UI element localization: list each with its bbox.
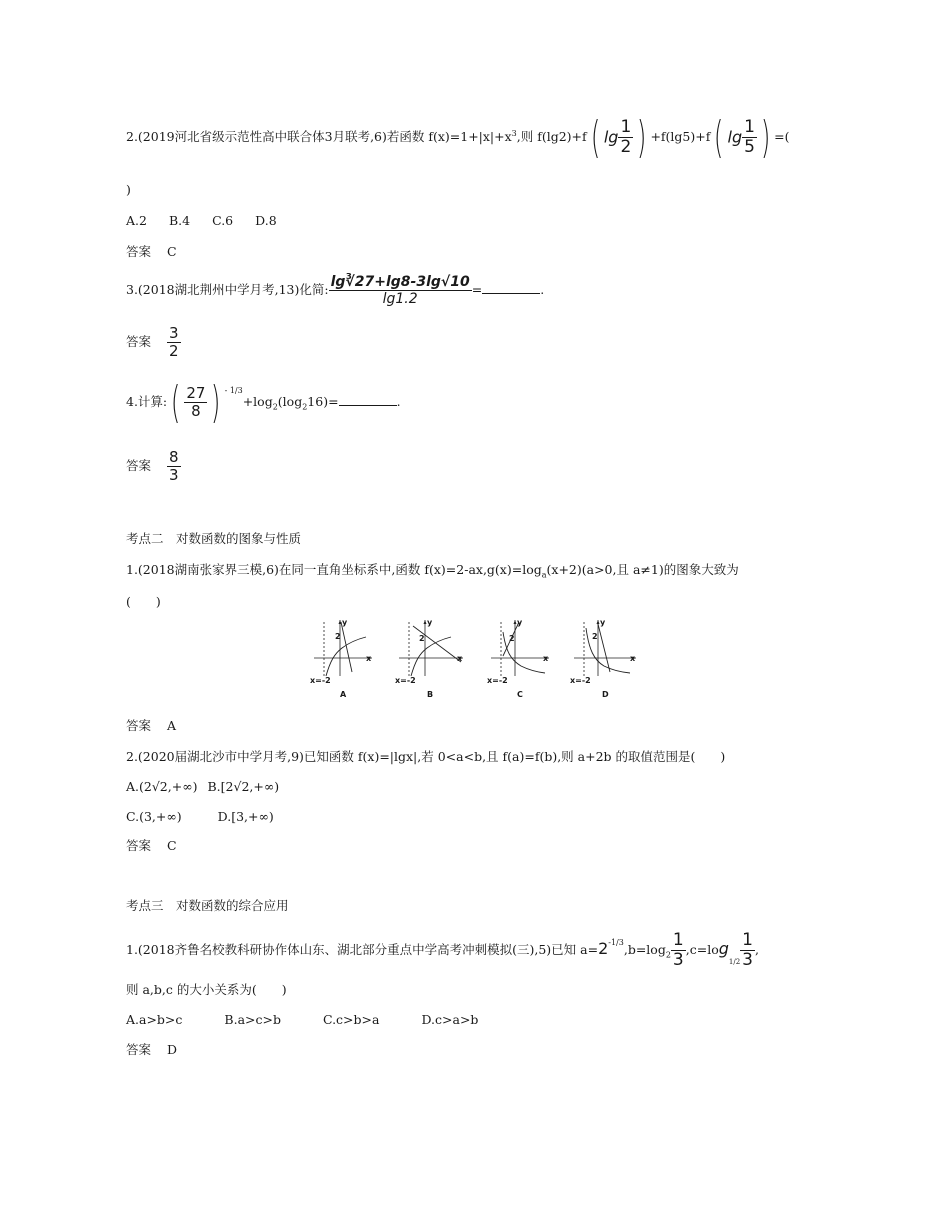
- q4-answer: [126, 445, 181, 487]
- answer-label: 答案: [126, 1042, 152, 1057]
- axis-x-label: x: [543, 654, 549, 663]
- q4-blank[interactable]: [339, 405, 397, 406]
- graph-label-c: C: [517, 690, 523, 699]
- axis-y-label: y: [342, 618, 348, 627]
- sec2-q1-text2: (x+2)(a>0,且 a≠1)的图象大致为: [546, 562, 739, 577]
- asymptote-label: x=-2: [570, 676, 591, 685]
- tick-2: 2: [419, 634, 425, 643]
- option-c: C.(3,+∞): [126, 809, 182, 824]
- fraction-1-3: $\frac{1}{3}$: [742, 929, 753, 971]
- right-paren: ): [760, 111, 771, 163]
- q2-close-paren: ): [126, 182, 131, 197]
- section-title-2: 考点二 对数函数的图象与性质: [126, 531, 302, 546]
- option-d: D.8: [255, 213, 277, 228]
- answer-fraction: $\frac{8}{3}$: [169, 447, 179, 484]
- fraction-1-3: $\frac{1}{3}$: [672, 929, 684, 971]
- answer-value: C: [167, 244, 177, 259]
- q2-end: =(: [774, 129, 790, 145]
- a-exp: -1/3: [608, 938, 624, 947]
- tick-2: 2: [592, 632, 598, 641]
- graph-a: [308, 618, 374, 699]
- answer-label: 答案: [126, 838, 152, 853]
- answer-value: A: [167, 718, 177, 733]
- q3-fraction: [329, 274, 472, 307]
- log-base: 2: [665, 950, 671, 960]
- axis-x-label: x: [457, 654, 463, 663]
- option-b: B.a>c>b: [224, 1012, 281, 1027]
- graph-a-svg: [308, 618, 374, 680]
- log-base: 2: [302, 402, 308, 412]
- sec2-q2-options-2: [126, 809, 274, 825]
- asymptote-label: x=-2: [487, 676, 508, 685]
- answer-label: 答案: [126, 718, 152, 733]
- a-base: 2: [598, 939, 609, 959]
- q3-eq: =: [471, 282, 483, 297]
- answer-value: D: [167, 1042, 178, 1057]
- fraction-1-5: $\frac{1}{5}$: [744, 116, 755, 158]
- sec2-q1-text: 1.(2018湖南张家界三模,6)在同一直角坐标系中,函数 f(x)=2-ax,g(x)=log: [126, 562, 542, 577]
- axis-x-label: x: [630, 654, 636, 663]
- sec2-q1-paren: ( ): [126, 594, 161, 609]
- axis-y-label: y: [427, 618, 433, 627]
- option-a: A.2: [126, 213, 147, 228]
- q2-exp: 3: [511, 129, 517, 138]
- sec3-q1-options: [126, 1012, 478, 1028]
- graph-b-svg: [393, 618, 465, 680]
- axis-y-label: y: [600, 618, 606, 627]
- c-text: ,c=lo: [685, 942, 719, 958]
- graph-c-svg: [485, 618, 551, 680]
- fraction-1-2: $\frac{1}{2}$: [620, 116, 632, 158]
- q4-dot: .: [396, 394, 401, 410]
- graph-b: [393, 618, 465, 699]
- b-text: ,b=log: [623, 942, 666, 958]
- sec3-q1-stem: [126, 930, 759, 973]
- sec2-q1-stem: [126, 562, 739, 584]
- sec2-q2-answer: [126, 838, 177, 854]
- log-base: a: [541, 570, 547, 580]
- graph-label-a: A: [340, 690, 347, 699]
- left-paren: (: [171, 376, 181, 428]
- graph-c: [485, 618, 551, 699]
- q2-stem: [126, 111, 790, 163]
- option-a: A.a>b>c: [126, 1012, 183, 1027]
- asymptote-label: x=-2: [395, 676, 416, 685]
- q3-blank[interactable]: [482, 293, 540, 294]
- q4-rest: +log: [242, 394, 273, 410]
- q3-stem-text: 3.(2018湖北荆州中学月考,13)化简:: [126, 282, 329, 297]
- q3-stem: [126, 270, 544, 310]
- option-b: B.4: [168, 213, 191, 228]
- option-c: C.6: [212, 213, 234, 228]
- option-b: B.[2√2,+∞): [207, 779, 280, 794]
- option-d: D.c>a>b: [421, 1012, 479, 1027]
- q3-answer: [126, 322, 181, 362]
- option-a: A.(2√2,+∞): [126, 779, 198, 794]
- q2-stem-text: 2.(2019河北省级示范性高中联合体3月联考,6)若函数 f(x)=1+|x|+x: [126, 129, 512, 145]
- axis-y-label: y: [517, 618, 523, 627]
- answer-label: 答案: [126, 458, 152, 473]
- q3-numerator: lg∛27+lg8-3lg√10: [330, 273, 470, 290]
- sec3-q1-line2: 则 a,b,c 的大小关系为( ): [126, 982, 287, 997]
- q4-exponent: - 1/3: [224, 386, 243, 395]
- sec3-q1-text: 1.(2018齐鲁名校教科研协作体山东、湖北部分重点中学高考冲刺模拟(三),5)已知 a=: [126, 942, 599, 958]
- option-c: C.c>b>a: [322, 1012, 380, 1027]
- tick-2: 2: [509, 634, 515, 643]
- right-paren: ): [211, 376, 221, 428]
- q2-options: [126, 213, 277, 229]
- sec2-q1-answer: [126, 718, 176, 734]
- answer-label: 答案: [126, 244, 152, 259]
- answer-fraction: $\frac{3}{2}$: [169, 323, 179, 360]
- option-d: D.[3,+∞): [217, 809, 274, 824]
- asymptote-label: x=-2: [310, 676, 331, 685]
- left-paren: (: [590, 111, 600, 163]
- sec2-q2-stem: 2.(2020届湖北沙市中学月考,9)已知函数 f(x)=|lgx|,若 0<a<b,且 f(a)=f(b),则 a+2b 的取值范围是( ): [126, 749, 726, 764]
- sec3-q1-answer: [126, 1042, 177, 1058]
- q4-rest3: 16)=: [307, 394, 339, 410]
- graph-d: [568, 618, 638, 699]
- q2-mid2: +f(lg5)+f: [650, 129, 711, 145]
- c-g: g: [718, 939, 729, 959]
- graph-label-d: D: [602, 690, 609, 699]
- log-base-half: 1/2: [728, 957, 741, 966]
- comma: ,: [754, 942, 759, 958]
- lg-text: lg: [727, 127, 743, 147]
- q2-mid: ,则 f(lg2)+f: [516, 129, 587, 145]
- axis-x-label: x: [366, 654, 372, 663]
- graph-d-svg: [568, 618, 638, 680]
- q3-dot: .: [540, 282, 545, 297]
- answer-label: 答案: [126, 334, 152, 349]
- left-paren: (: [714, 111, 724, 163]
- answer-value: C: [167, 838, 177, 853]
- sec2-q2-options-1: [126, 779, 279, 795]
- q4-rest2: (log: [277, 394, 303, 410]
- log-base: 2: [272, 402, 278, 412]
- lg-text: lg: [603, 127, 619, 147]
- tick-2: 2: [335, 632, 341, 641]
- q3-denominator: lg1.2: [382, 291, 418, 307]
- section-title-3: 考点三 对数函数的综合应用: [126, 898, 289, 913]
- graph-label-b: B: [427, 690, 434, 699]
- q4-fraction: $\frac{27}{8}$: [186, 383, 206, 421]
- q4-stem-text: 4.计算:: [126, 394, 168, 410]
- q2-answer: [126, 244, 177, 260]
- q4-stem: [126, 377, 401, 430]
- right-paren: ): [637, 111, 647, 163]
